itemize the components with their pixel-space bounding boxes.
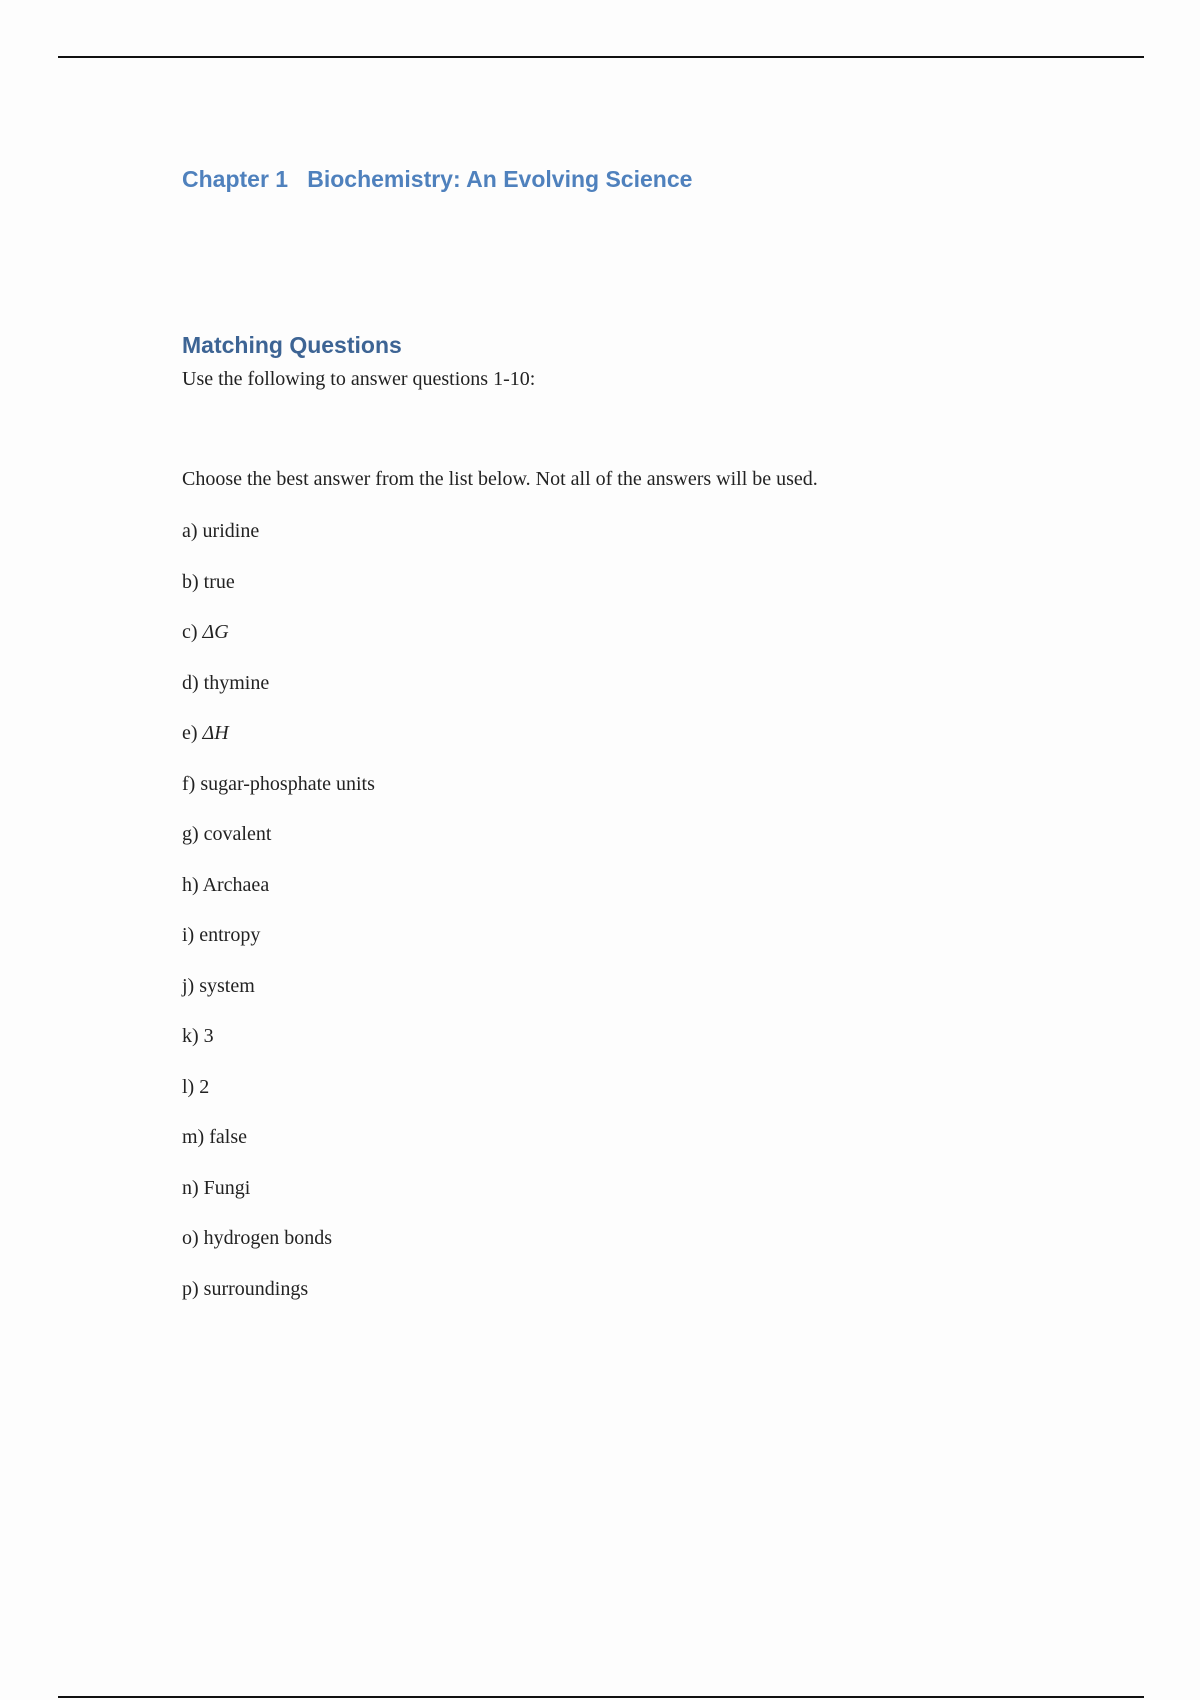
option-text: Archaea <box>202 873 270 896</box>
option-text: entropy <box>199 924 261 946</box>
chapter-title: Chapter 1 Biochemistry: An Evolving Science <box>182 166 693 192</box>
option-letter: a) <box>182 520 198 542</box>
answer-option <box>182 720 375 771</box>
option-text: Fungi <box>203 1176 251 1199</box>
instructions-text: Choose the best answer from the list below. Not all of the answers will be used. <box>182 468 818 490</box>
option-letter: m) <box>182 1126 205 1148</box>
answer-option <box>182 619 375 670</box>
answer-option <box>182 1074 375 1125</box>
answer-option <box>182 1175 375 1226</box>
option-letter: h) <box>182 873 199 896</box>
option-letter: e) <box>182 722 198 744</box>
option-letter: o) <box>182 1227 199 1249</box>
answer-options-list <box>182 518 375 1326</box>
option-letter: j) <box>182 974 195 997</box>
option-letter: p) <box>182 1277 199 1300</box>
option-text: ΔG <box>202 621 229 643</box>
option-text: hydrogen bonds <box>203 1227 332 1249</box>
option-letter: n) <box>182 1176 199 1199</box>
answer-option <box>182 821 375 872</box>
option-text: 3 <box>203 1025 214 1047</box>
intro-text: Use the following to answer questions 1-10: <box>182 368 536 390</box>
option-letter: f) <box>182 772 196 795</box>
option-letter: k) <box>182 1025 199 1047</box>
option-text: false <box>209 1126 247 1148</box>
answer-option <box>182 922 375 973</box>
answer-option <box>182 1225 375 1276</box>
option-text: ΔH <box>202 722 229 744</box>
answer-option <box>182 670 375 721</box>
option-text: true <box>203 570 235 593</box>
bottom-rule <box>58 1696 1144 1698</box>
answer-option <box>182 569 375 620</box>
option-letter: b) <box>182 570 199 593</box>
answer-option <box>182 872 375 923</box>
option-letter: d) <box>182 671 199 694</box>
option-letter: g) <box>182 823 199 845</box>
option-text: 2 <box>199 1075 210 1098</box>
option-text: uridine <box>202 520 260 542</box>
answer-option <box>182 1124 375 1175</box>
option-letter: i) <box>182 924 195 946</box>
option-text: thymine <box>203 671 270 694</box>
answer-option <box>182 1276 375 1327</box>
option-text: covalent <box>203 823 272 845</box>
section-heading: Matching Questions <box>182 332 402 358</box>
option-letter: l) <box>182 1075 195 1098</box>
answer-option <box>182 771 375 822</box>
answer-option <box>182 973 375 1024</box>
top-rule <box>58 56 1144 58</box>
answer-option <box>182 1023 375 1074</box>
option-text: surroundings <box>203 1277 309 1300</box>
answer-option <box>182 518 375 569</box>
option-text: system <box>199 974 255 997</box>
option-letter: c) <box>182 621 198 643</box>
option-text: sugar-phosphate units <box>200 772 375 795</box>
